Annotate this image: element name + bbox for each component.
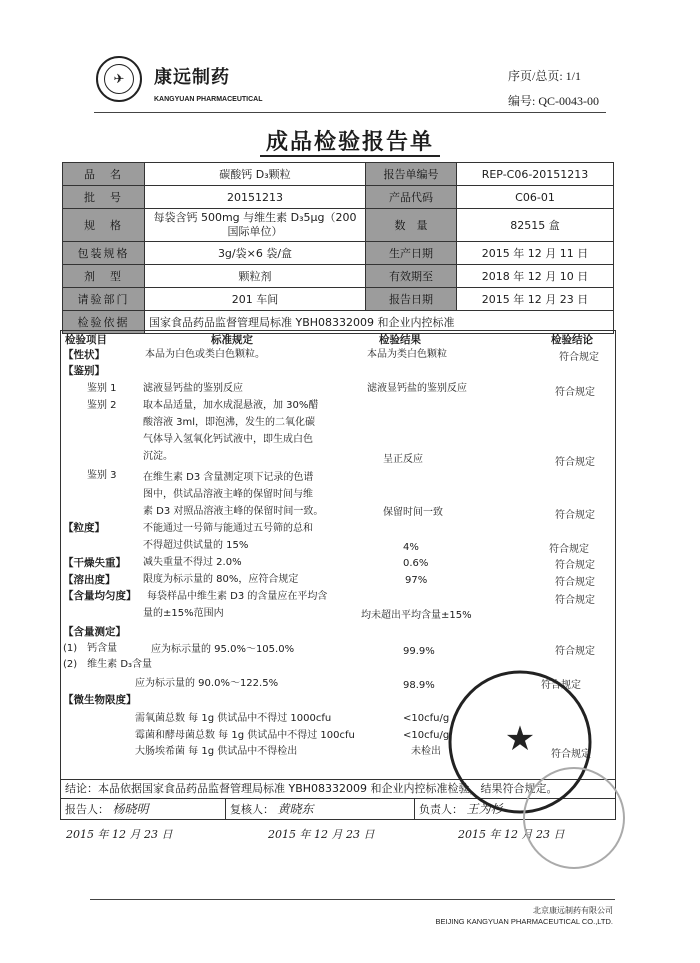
ident3-standard-line: 图中，供试品溶液主峰的保留时间与维 xyxy=(143,489,313,500)
crane-logo-icon: ✈ xyxy=(104,64,134,94)
assay1-result: 99.9% xyxy=(403,646,435,657)
conclusion-row: 结论：本品依据国家食品药品监督管理局标准 YBH08332009 和企业内控标准检验，结果符合规定。 xyxy=(60,779,616,799)
reporter-date: 2015 年 12 月 23 日 xyxy=(66,828,173,841)
trait-standard: 本品为白色或类白色颗粒。 xyxy=(145,349,265,360)
dissolution-conclusion: 符合规定 xyxy=(555,577,595,588)
col-header-standard: 标准规定 xyxy=(211,334,253,346)
ident2-standard-line: 气体导入氢氧化钙试液中，即生成白色 xyxy=(143,434,313,445)
assay2-result: 98.9% xyxy=(403,680,435,691)
ident3-label: 鉴别 3 xyxy=(87,470,117,481)
granularity-standard-line: 不得超过供试量的 15% xyxy=(143,540,249,551)
company-name-en: KANGYUAN PHARMACEUTICAL xyxy=(154,96,263,103)
dissolution-standard: 限度为标示量的 80%，应符合规定 xyxy=(143,574,299,585)
company-name-cn: 康远制药 xyxy=(154,67,230,88)
col-header-item: 检验项目 xyxy=(65,334,107,346)
microbial2-result: <10cfu/g xyxy=(403,730,450,741)
ident2-standard-line: 酸溶液 3ml，即泡沸，发生的二氧化碳 xyxy=(143,417,316,428)
ident1-conclusion: 符合规定 xyxy=(555,387,595,398)
ident2-standard-line: 沉淀。 xyxy=(143,451,173,462)
product-info-table xyxy=(62,162,614,334)
ident3-conclusion: 符合规定 xyxy=(555,510,595,521)
reviewer-label: 复核人： xyxy=(230,803,274,816)
granularity-conclusion: 符合规定 xyxy=(549,544,589,555)
reporter-cell xyxy=(60,798,226,820)
col-header-conclusion: 检验结论 xyxy=(551,334,593,346)
ident2-result: 呈正反应 xyxy=(383,454,423,465)
microbial1-result: <10cfu/g xyxy=(403,713,450,724)
reviewer-signature: 黄晓东 xyxy=(277,802,314,816)
ident3-result: 保留时间一致 xyxy=(383,507,443,518)
trait-result: 本品为类白色颗粒 xyxy=(367,349,447,360)
quality-inspection-seal-faded xyxy=(522,766,626,870)
drying-standard: 减失重量不得过 2.0% xyxy=(143,557,242,568)
drying-result: 0.6% xyxy=(403,558,429,569)
trait-conclusion: 符合规定 xyxy=(559,352,599,363)
manager-date: 2015 年 12 月 23 日 xyxy=(458,828,565,841)
info-row: 请验部门 201 车间 报告日期 2015 年 12 月 23 日 xyxy=(63,288,614,311)
granularity-result: 4% xyxy=(403,542,419,553)
microbial-heading: 【微生物限度】 xyxy=(63,694,137,706)
ident3-standard-line: 素 D3 对照品溶液主峰的保留时间一致。 xyxy=(143,506,324,517)
assay1-name: (1) 钙含量 xyxy=(63,643,118,654)
header-divider xyxy=(94,112,606,113)
drying-conclusion: 符合规定 xyxy=(555,560,595,571)
microbial3-conclusion: 符合规定 xyxy=(551,749,591,760)
ident1-result: 滤液显钙盐的鉴别反应 xyxy=(367,383,467,394)
reporter-signature: 杨晓明 xyxy=(112,802,149,816)
manager-signature: 王为杉 xyxy=(466,802,503,816)
info-row: 包装规格 3g/袋×6 袋/盒 生产日期 2015 年 12 月 11 日 xyxy=(63,242,614,265)
reviewer-cell xyxy=(225,798,415,820)
assay-heading: 【含量测定】 xyxy=(63,626,126,638)
assay1-standard: 应为标示量的 95.0%～105.0% xyxy=(151,644,295,655)
ident2-standard-line: 取本品适量，加水成混悬液，加 30%醋 xyxy=(143,400,319,411)
ident3-standard-line: 在维生素 D3 含量测定项下记录的色谱 xyxy=(143,472,314,483)
ident-heading: 【鉴别】 xyxy=(63,365,105,377)
uniformity-result: 均未超出平均含量±15% xyxy=(361,610,472,621)
trait-heading: 【性状】 xyxy=(63,349,105,361)
report-title: 成品检验报告单 xyxy=(0,125,700,156)
microbial1-standard: 需氧菌总数 每 1g 供试品中不得过 1000cfu xyxy=(135,713,332,724)
reviewer-date: 2015 年 12 月 23 日 xyxy=(268,828,375,841)
page-number: 序页/总页: 1/1 xyxy=(508,69,582,83)
granularity-heading: 【粒度】 xyxy=(63,522,105,534)
seal-star-icon: ★ xyxy=(504,719,536,759)
info-row: 批 号 20151213 产品代码 C06-01 xyxy=(63,186,614,209)
dissolution-result: 97% xyxy=(405,575,428,586)
info-row: 剂 型 颗粒剂 有效期至 2018 年 12 月 10 日 xyxy=(63,265,614,288)
ident2-conclusion: 符合规定 xyxy=(555,457,595,468)
footer-company-en: BEIJING KANGYUAN PHARMACEUTICAL CO.,LTD. xyxy=(435,917,613,926)
col-header-result: 检验结果 xyxy=(379,334,421,346)
footer-company-cn: 北京康远制药有限公司 xyxy=(533,906,613,915)
ident2-label: 鉴别 2 xyxy=(87,400,117,411)
assay2-name: (2) 维生素 D₃含量 xyxy=(63,659,153,670)
info-row: 规 格 每袋含钙 500mg 与维生素 D₃5μg（200国际单位） 数 量 82515 盒 xyxy=(63,209,614,242)
assay1-conclusion: 符合规定 xyxy=(555,646,595,657)
assay2-standard: 应为标示量的 90.0%～122.5% xyxy=(135,678,279,689)
granularity-standard-line: 不能通过一号筛与能通过五号筛的总和 xyxy=(143,523,313,534)
ident1-label: 鉴别 1 xyxy=(87,383,117,394)
basis-row: 检验依据 国家食品药品监督管理局标准 YBH08332009 和企业内控标准 xyxy=(63,311,614,334)
assay2-conclusion: 符合规定 xyxy=(541,680,581,691)
company-logo xyxy=(96,56,142,102)
footer-divider xyxy=(90,899,615,900)
microbial2-standard: 霉菌和酵母菌总数 每 1g 供试品中不得过 100cfu xyxy=(135,730,355,741)
dissolution-heading: 【溶出度】 xyxy=(63,574,116,586)
microbial3-result: 未检出 xyxy=(411,746,441,757)
uniformity-conclusion: 符合规定 xyxy=(555,595,595,606)
drying-heading: 【干燥失重】 xyxy=(63,557,126,569)
uniformity-standard-line: 每袋样品中维生素 D3 的含量应在平均含 xyxy=(147,591,328,602)
ident1-standard: 滤液显钙盐的鉴别反应 xyxy=(143,383,243,394)
uniformity-standard-line: 量的±15%范围内 xyxy=(143,608,224,619)
manager-label: 负责人： xyxy=(419,803,463,816)
reporter-label: 报告人： xyxy=(65,803,109,816)
document-number: 编号: QC-0043-00 xyxy=(508,94,599,108)
microbial3-standard: 大肠埃希菌 每 1g 供试品中不得检出 xyxy=(135,746,298,757)
uniformity-heading: 【含量均匀度】 xyxy=(63,590,137,602)
info-row: 品 名 碳酸钙 D₃颗粒 报告单编号 REP-C06-20151213 xyxy=(63,163,614,186)
